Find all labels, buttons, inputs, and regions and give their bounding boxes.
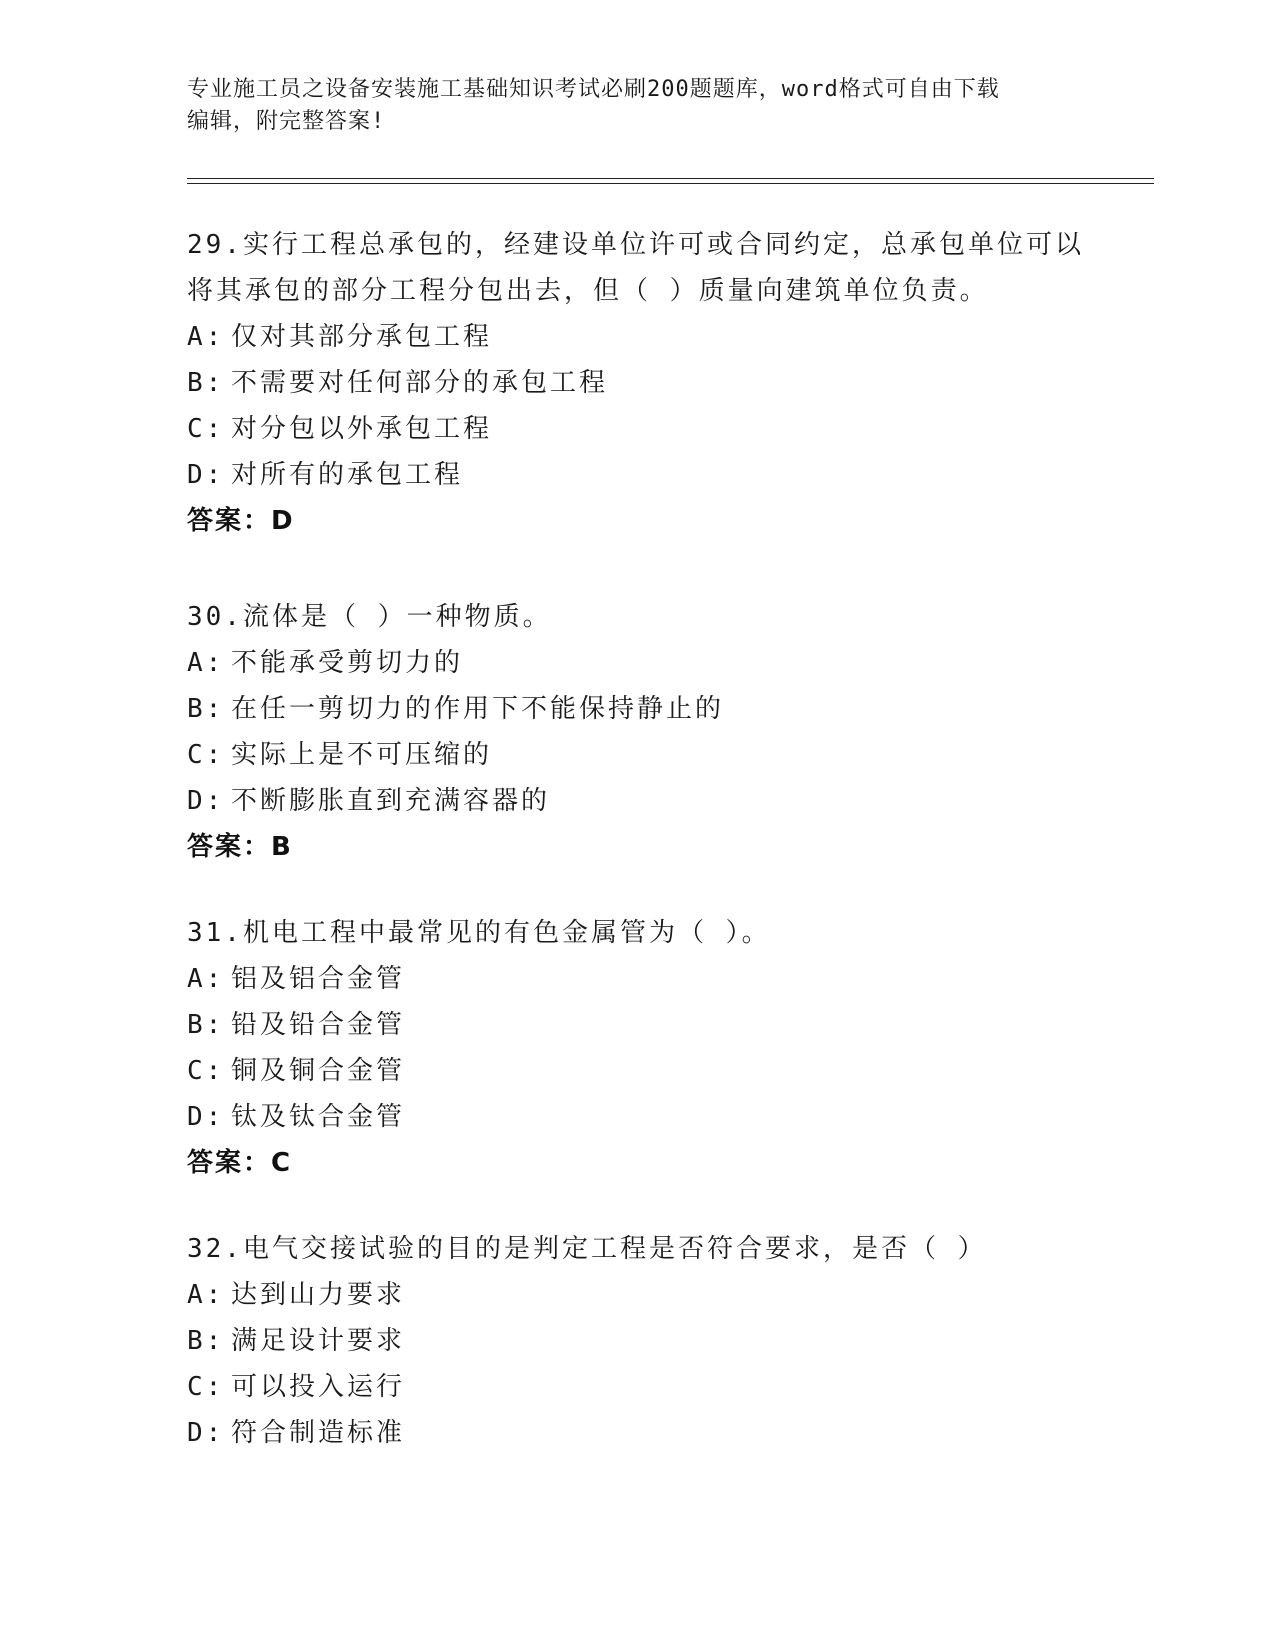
option-letter: D: xyxy=(187,786,225,816)
option-b xyxy=(187,686,1087,732)
option-text: 铜及铜合金管 xyxy=(231,1056,406,1086)
option-c xyxy=(187,1048,1087,1094)
option-text: 铝及铝合金管 xyxy=(231,964,406,994)
option-letter: D: xyxy=(187,1102,225,1132)
question-30 xyxy=(187,594,1087,870)
question-stem-line1: 31.机电工程中最常见的有色金属管为（ ）。 xyxy=(187,918,771,948)
header-divider-bottom xyxy=(187,183,1154,184)
option-d xyxy=(187,1410,1087,1456)
header-title-line1: 专业施工员之设备安装施工基础知识考试必刷200题题库，word格式可自由下载 xyxy=(187,77,1000,102)
option-text: 达到山力要求 xyxy=(231,1280,406,1310)
option-text: 符合制造标准 xyxy=(231,1418,406,1448)
option-text: 对分包以外承包工程 xyxy=(231,414,493,444)
option-text: 不断膨胀直到充满容器的 xyxy=(231,786,551,816)
option-letter: C: xyxy=(187,414,225,444)
option-d xyxy=(187,452,1087,498)
option-letter: B: xyxy=(187,694,225,724)
option-a xyxy=(187,956,1087,1002)
option-letter: D: xyxy=(187,460,225,490)
option-text: 不需要对任何部分的承包工程 xyxy=(231,368,609,398)
option-b xyxy=(187,360,1087,406)
option-text: 仅对其部分承包工程 xyxy=(231,322,493,352)
question-stem-line1: 30.流体是（ ）一种物质。 xyxy=(187,602,552,632)
question-stem-line1: 32.电气交接试验的目的是判定工程是否符合要求，是否（ ） xyxy=(187,1234,987,1264)
answer-label: 答案：D xyxy=(187,506,295,536)
option-text: 可以投入运行 xyxy=(231,1372,406,1402)
option-d xyxy=(187,1094,1087,1140)
option-a xyxy=(187,640,1087,686)
option-letter: C: xyxy=(187,1056,225,1086)
option-text: 不能承受剪切力的 xyxy=(231,648,464,678)
option-letter: D: xyxy=(187,1418,225,1448)
option-letter: C: xyxy=(187,1372,225,1402)
question-31 xyxy=(187,910,1087,1186)
option-letter: B: xyxy=(187,1010,225,1040)
option-letter: A: xyxy=(187,964,225,994)
answer-label: 答案：C xyxy=(187,1148,293,1178)
question-stem-line2: 将其承包的部分工程分包出去，但（ ）质量向建筑单位负责。 xyxy=(187,276,989,306)
option-b xyxy=(187,1318,1087,1364)
option-text: 对所有的承包工程 xyxy=(231,460,464,490)
question-32 xyxy=(187,1226,1087,1456)
option-c xyxy=(187,406,1087,452)
option-a xyxy=(187,1272,1087,1318)
option-letter: C: xyxy=(187,740,225,770)
option-a xyxy=(187,314,1087,360)
option-b xyxy=(187,1002,1087,1048)
header-divider-top xyxy=(187,178,1154,179)
option-d xyxy=(187,778,1087,824)
option-letter: B: xyxy=(187,368,225,398)
option-c xyxy=(187,732,1087,778)
option-letter: A: xyxy=(187,322,225,352)
option-text: 满足设计要求 xyxy=(231,1326,406,1356)
question-stem-line1: 29.实行工程总承包的，经建设单位许可或合同约定，总承包单位可以 xyxy=(187,230,1084,260)
document-header xyxy=(187,74,1067,138)
question-29 xyxy=(187,222,1087,544)
option-letter: A: xyxy=(187,648,225,678)
option-text: 实际上是不可压缩的 xyxy=(231,740,493,770)
option-text: 铅及铅合金管 xyxy=(231,1010,406,1040)
option-letter: A: xyxy=(187,1280,225,1310)
option-text: 在任一剪切力的作用下不能保持静止的 xyxy=(231,694,725,724)
option-c xyxy=(187,1364,1087,1410)
option-letter: B: xyxy=(187,1326,225,1356)
answer-label: 答案：B xyxy=(187,832,293,862)
option-text: 钛及钛合金管 xyxy=(231,1102,406,1132)
header-title-line2: 编辑，附完整答案! xyxy=(187,109,386,134)
